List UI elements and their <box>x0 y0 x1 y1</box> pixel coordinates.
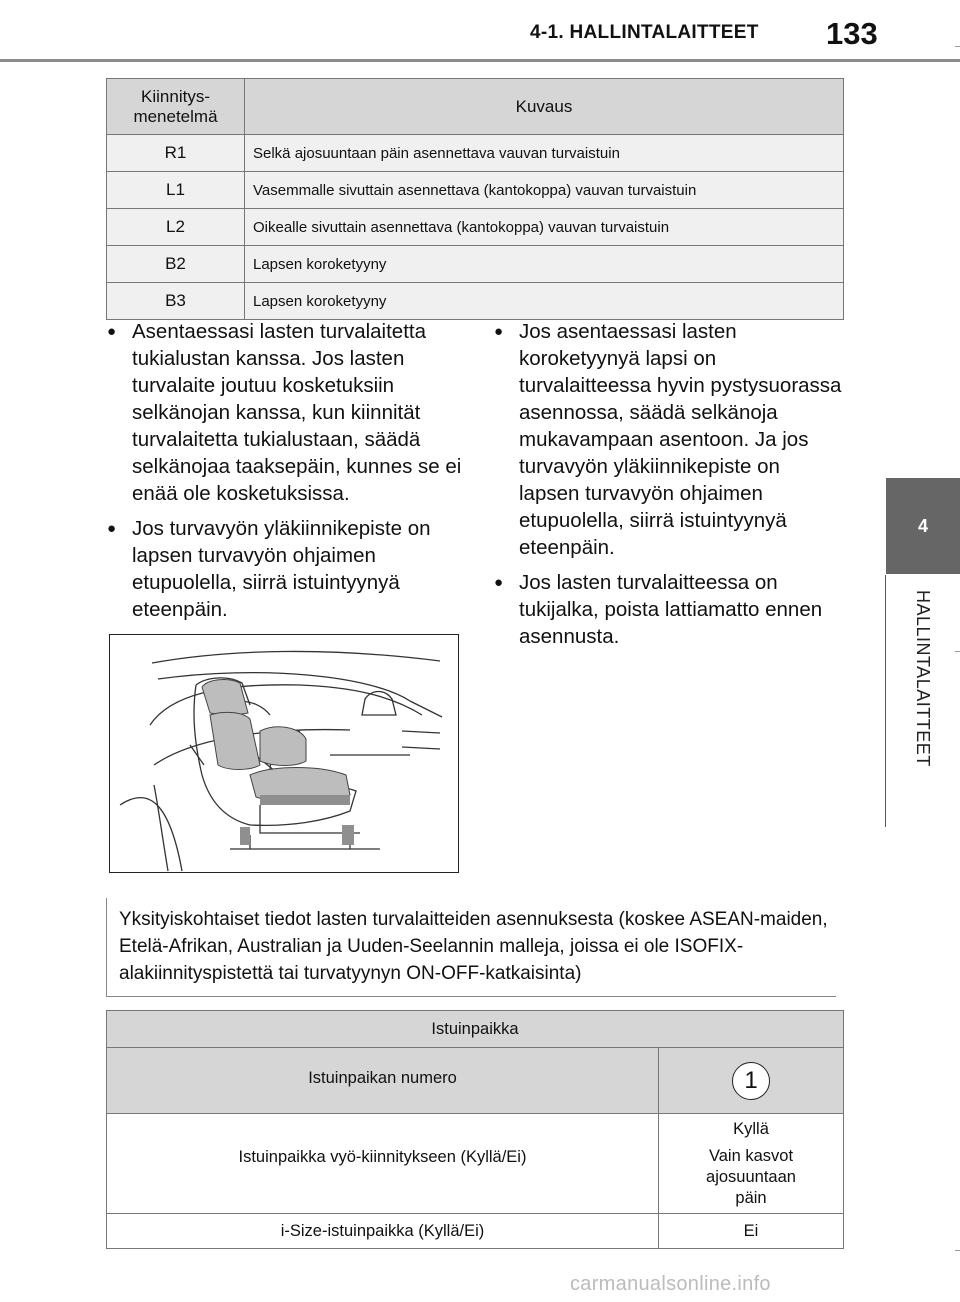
seat-number-badge: 1 <box>732 1062 770 1100</box>
seat-table-title: Istuinpaikka <box>107 1011 844 1048</box>
page-number: 133 <box>826 16 878 51</box>
header-divider <box>0 59 960 62</box>
child-seat-drawing <box>110 635 458 872</box>
chapter-number: 4 <box>917 515 928 536</box>
bullet-item: ● Jos turvavyön yläkiinnikepiste on lapsen turvavyön ohjaimen etupuolella, siirrä istuintyynyä eteenpäin. <box>106 515 464 623</box>
method-code: L2 <box>107 209 245 246</box>
bullet-item: ● Asentaessasi lasten turvalaitetta tukialustan kanssa. Jos lasten turvalaite joutuu kosketuksiin selkänojan kanssa, kun kiinnität turvalaitetta tukialustaan, säädä selkänojaa taaksepäin, kunnes se ei enää ole kosketuksissa. <box>106 318 464 507</box>
table-row <box>107 135 844 172</box>
table-row <box>107 209 844 246</box>
method-description: Lapsen koroketyyny <box>245 283 844 320</box>
method-code: R1 <box>107 135 245 172</box>
chapter-tab[interactable] <box>886 478 960 574</box>
section-title: 4-1. HALLINTALAITTEET <box>530 22 759 43</box>
belt-seat-label: Istuinpaikka vyö-kiinnitykseen (Kyllä/Ei) <box>107 1114 659 1214</box>
method-code: B2 <box>107 246 245 283</box>
bullet-item: ● Jos asentaessasi lasten koroketyynyä lapsi on turvalaitteessa hyvin pystysuorassa asennossa, säädä selkänoja mukavampaan asentoon. Ja jos turvavyön yläkiinnikepiste on lapsen turvavyön ohjaimen etupuolella, siirrä istuintyynyä eteenpäin. <box>493 318 843 561</box>
isize-seat-label: i-Size-istuinpaikka (Kyllä/Ei) <box>107 1214 659 1249</box>
method-code: B3 <box>107 283 245 320</box>
crop-mark <box>955 46 960 47</box>
belt-seat-value: Kyllä <box>733 1119 769 1138</box>
method-description: Selkä ajosuuntaan päin asennettava vauvan turvaistuin <box>245 135 844 172</box>
right-bullet-column <box>493 318 843 658</box>
isize-seat-value: Ei <box>659 1214 844 1249</box>
chapter-tab-rule <box>885 575 886 827</box>
child-seat-illustration <box>109 634 459 873</box>
info-box-divider <box>106 996 836 997</box>
fixing-method-table <box>106 78 844 320</box>
table-row <box>107 283 844 320</box>
method-code: L1 <box>107 172 245 209</box>
table-row <box>107 246 844 283</box>
info-box: Yksityiskohtaiset tiedot lasten turvalaitteiden asennuksesta (koskee ASEAN-maiden, Etelä-Afrikan, Australian ja Uuden-Seelannin malleja, joissa ei ole ISOFIX-alakiinnityspistettä tai turvatyynyn ON-OFF-katkaisinta) <box>106 898 836 997</box>
table-header-method: Kiinnitys- menetelmä <box>107 79 245 135</box>
seat-number-label: Istuinpaikan numero <box>107 1048 659 1114</box>
crop-mark <box>955 651 960 652</box>
belt-seat-note: Vain kasvot ajosuuntaan päin <box>706 1146 796 1207</box>
crop-mark <box>955 1250 960 1251</box>
method-description: Vasemmalle sivuttain asennettava (kantokoppa) vauvan turvaistuin <box>245 172 844 209</box>
watermark: carmanualsonline.info <box>570 1273 771 1295</box>
method-description: Lapsen koroketyyny <box>245 246 844 283</box>
table-header-description: Kuvaus <box>245 79 844 135</box>
bullet-item: ● Jos lasten turvalaitteessa on tukijalka, poista lattiamatto ennen asennusta. <box>493 569 843 650</box>
chapter-label: HALLINTALAITTEET <box>913 590 933 767</box>
table-row <box>107 172 844 209</box>
method-description: Oikealle sivuttain asennettava (kantokoppa) vauvan turvaistuin <box>245 209 844 246</box>
seat-position-table <box>106 1010 844 1249</box>
left-bullet-column <box>106 318 464 631</box>
